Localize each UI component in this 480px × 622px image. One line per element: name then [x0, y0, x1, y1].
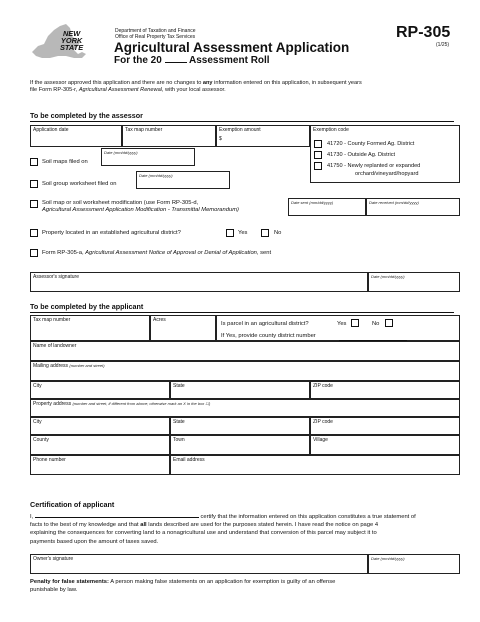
parcel-yes-label: Yes: [337, 321, 347, 327]
soil-group-checkbox[interactable]: [30, 180, 38, 188]
ag-district-no-label: No: [274, 230, 282, 236]
cert-line-1: I, certify that the information entered on this application constitutes a true statement of: [30, 514, 416, 520]
owner-date-field[interactable]: Date (mm/dd/yyyy): [368, 554, 460, 574]
modification-line-2: Agricultural Assessment Application Modification - Transmittal Memorandum): [42, 207, 239, 213]
property-address-field[interactable]: Property address (number and street, if different from above; otherwise mark an X in the box ☐): [30, 399, 460, 417]
penalty-text: Penalty for false statements: A person making false statements on an application for exemption is guilty of an offense punishable by law.: [30, 579, 336, 593]
ag-district-yes-label: Yes: [238, 230, 248, 236]
roll-year-field[interactable]: [165, 55, 187, 63]
form-number: RP-305: [396, 24, 451, 41]
property-zip-field[interactable]: ZIP code: [310, 417, 460, 435]
application-date-field[interactable]: Application date: [30, 125, 122, 147]
logo-line-3: STATE: [60, 43, 84, 53]
code-41750-label: 41750 - Newly replanted or expanded: [327, 163, 421, 169]
soil-maps-checkbox[interactable]: [30, 158, 38, 166]
code-41730-label: 41730 - Outside Ag. District: [327, 152, 396, 158]
form-title: Agricultural Assessment Application: [114, 40, 350, 55]
dept-line-1: Department of Taxation and Finance: [115, 28, 196, 34]
dept-line-2: Office of Real Property Tax Services: [115, 34, 196, 40]
parcel-yes-checkbox[interactable]: [351, 319, 359, 327]
nys-logo-text: [60, 30, 83, 52]
property-located-checkbox[interactable]: [30, 229, 38, 237]
form-revision: (1/25): [436, 42, 450, 48]
owner-signature-field[interactable]: Owner's signature: [30, 554, 368, 574]
soil-group-date-field[interactable]: Date (mm/dd/yyyy): [136, 171, 230, 189]
landowner-name-field[interactable]: Name of landowner: [30, 341, 460, 361]
form-subtitle: [114, 55, 270, 66]
code-41730-checkbox[interactable]: [314, 151, 322, 159]
modification-line-1: Soil map or soil worksheet modification (use Form RP-305-d,: [42, 200, 199, 206]
property-city-field[interactable]: City: [30, 417, 170, 435]
date-received-field[interactable]: Date received (mm/dd/yyyy): [366, 198, 460, 216]
certification-text: [30, 512, 462, 546]
mailing-zip-field[interactable]: ZIP code: [310, 381, 460, 399]
rp305a-checkbox[interactable]: [30, 249, 38, 257]
village-field[interactable]: Village: [310, 435, 460, 455]
code-41750-checkbox[interactable]: [314, 162, 322, 170]
exemption-code-box: Exemption code: [310, 125, 460, 183]
applicant-tax-map-field[interactable]: Tax map number: [30, 315, 150, 341]
logo-line-2: YORK: [60, 36, 83, 46]
subtitle-post: Assessment Roll: [189, 55, 270, 66]
soil-maps-label: Soil maps filed on: [42, 159, 88, 165]
acres-field[interactable]: Acres: [150, 315, 216, 341]
applicant-heading: To be completed by the applicant: [30, 302, 144, 311]
county-field[interactable]: County: [30, 435, 170, 455]
parcel-ag-district-label: Is parcel in an agricultural district?: [221, 321, 309, 327]
rp305a-label: Form RP-305-a, Agricultural Assessment Notice of Approval or Denial of Application, sent: [42, 250, 272, 256]
parcel-no-label: No: [372, 321, 380, 327]
assessor-heading: To be completed by the assessor: [30, 111, 143, 120]
code-41720-checkbox[interactable]: [314, 140, 322, 148]
cert-line-2: facts to the best of my knowledge and that all lands described are used for the purposes stated herein. I have read the notice on page 4: [30, 522, 379, 529]
subtitle-pre: For the 20: [114, 55, 162, 66]
date-sent-field[interactable]: Date sent (mm/dd/yyyy): [288, 198, 366, 216]
assessor-tax-map-field[interactable]: Tax map number: [122, 125, 216, 147]
ag-district-no-checkbox[interactable]: [261, 229, 269, 237]
assessor-signature-field[interactable]: Assessor's signature: [30, 272, 368, 292]
if-yes-label: If Yes, provide county district number: [221, 333, 316, 339]
email-field[interactable]: Email address: [170, 455, 460, 475]
code-41750-label-2: orchard/vineyard/hopyard: [355, 171, 419, 177]
property-state-field[interactable]: State: [170, 417, 310, 435]
assessor-date-field[interactable]: Date (mm/dd/yyyy): [368, 272, 460, 292]
modification-checkbox[interactable]: [30, 200, 38, 208]
mailing-address-field[interactable]: Mailing address (number and street): [30, 361, 460, 381]
property-located-label: Property located in an established agricultural district?: [42, 230, 181, 236]
town-field[interactable]: Town: [170, 435, 310, 455]
soil-group-label: Soil group worksheet filed on: [42, 181, 117, 187]
phone-field[interactable]: Phone number: [30, 455, 170, 475]
applicant-rule: [30, 312, 454, 313]
certifier-name-field[interactable]: [35, 512, 199, 518]
soil-maps-date-field[interactable]: Date (mm/dd/yyyy): [101, 148, 195, 166]
assessor-rule: [30, 121, 454, 122]
certification-heading: Certification of applicant: [30, 500, 115, 509]
mailing-city-field[interactable]: City: [30, 381, 170, 399]
mailing-state-field[interactable]: State: [170, 381, 310, 399]
ag-district-yes-checkbox[interactable]: [226, 229, 234, 237]
exemption-amount-field[interactable]: Exemption amount $: [216, 125, 310, 147]
logo-line-1: NEW: [62, 29, 81, 38]
cert-line-3: explaining the consequences for converting land to a nonagricultural use and understand that conversion of this parcel may subject it to: [30, 530, 377, 537]
parcel-no-checkbox[interactable]: [385, 319, 393, 327]
intro-text: If the assessor approved this application and there are no changes to any information entered on this application, in subsequent years file Form RP-305-r, Agricultural Assessment Renewal, with your local assessor.: [30, 80, 362, 93]
code-41720-label: 41720 - County Formed Ag. District: [327, 141, 415, 147]
cert-line-4: payments based upon the amount of taxes saved.: [30, 538, 159, 545]
